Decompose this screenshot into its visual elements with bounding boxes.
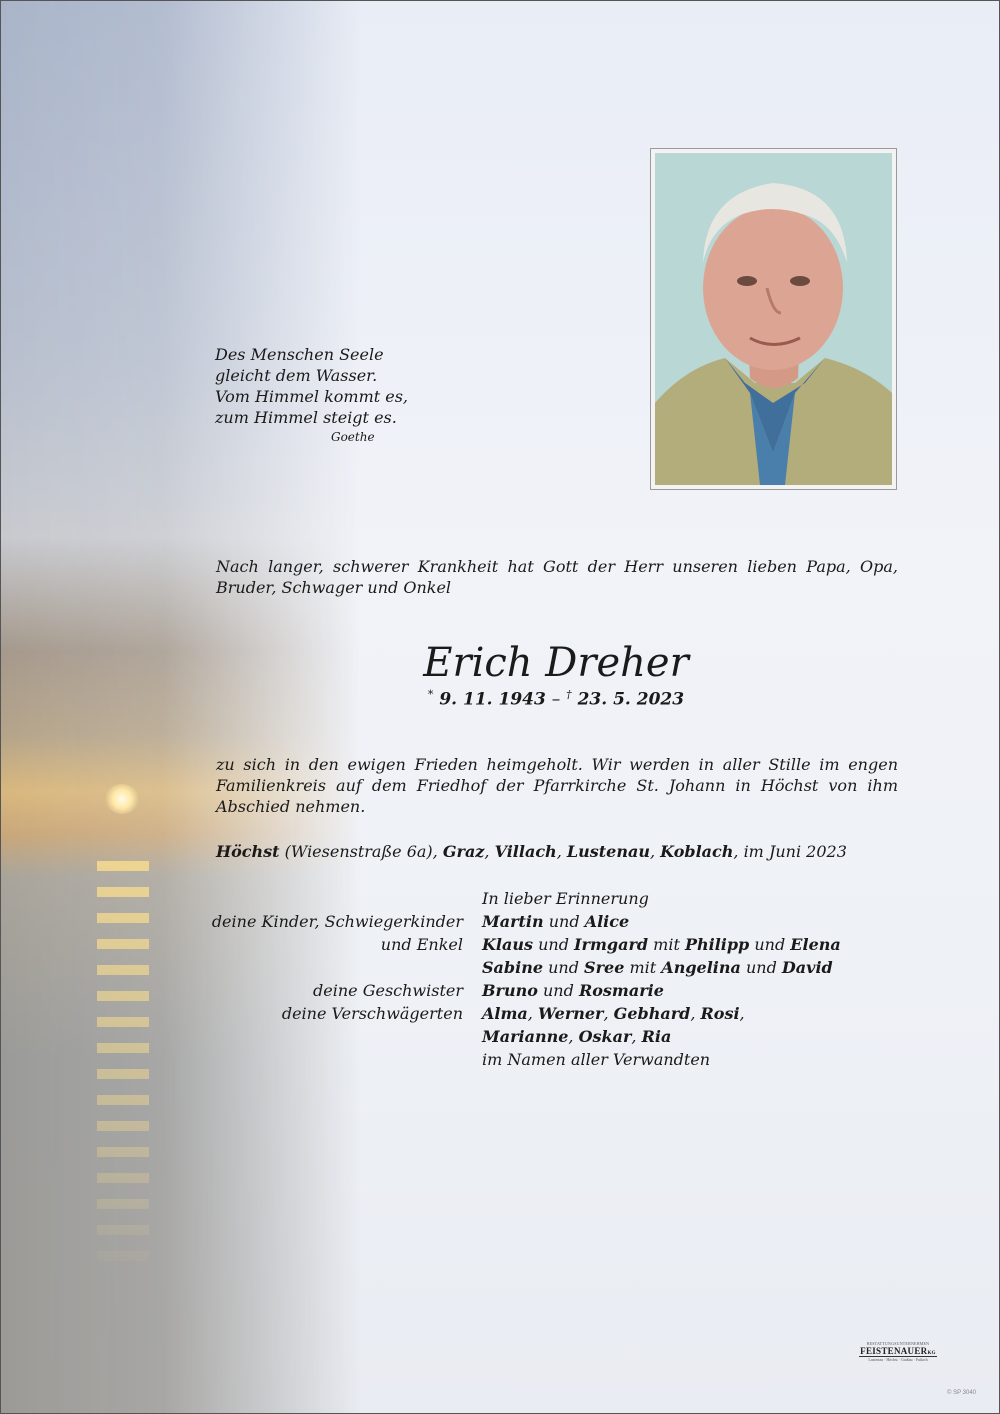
life-dates [1, 688, 1000, 710]
quote-line: Vom Himmel kommt es, [215, 387, 409, 406]
water-reflection [97, 861, 149, 1281]
mourner: Marianne [482, 1027, 569, 1046]
quote-line: gleicht dem Wasser. [215, 366, 378, 385]
mourner-names: Alma, Werner, Gebhard, Rosi, [482, 1004, 745, 1023]
relation-label: deine Kinder, Schwiegerkinder [211, 912, 463, 931]
portrait-frame [650, 148, 897, 490]
relation-label: deine Geschwister [313, 981, 463, 1000]
quote-line: Des Menschen Seele [215, 345, 384, 364]
closing-paragraph: zu sich in den ewigen Frieden heimgeholt. Wir werden in aller Stille im engen Familienkreis auf dem Friedhof der Pfarrkirche St. Johann in Höchst von ihm Abschied nehmen. [216, 755, 898, 816]
separator: , [484, 842, 490, 861]
relation-label: und Enkel [380, 935, 463, 954]
deceased-name: Erich Dreher [423, 640, 689, 686]
connector: und [542, 981, 574, 1000]
mourner: Werner [537, 1004, 604, 1023]
mourner: Martin [482, 912, 544, 931]
connector: und [754, 935, 786, 954]
place: Graz [442, 842, 485, 861]
death-symbol: † [566, 688, 572, 701]
mourner: Angelina [661, 958, 741, 977]
relation-label: deine Verschwägerten [281, 1004, 463, 1023]
connector: mit [653, 935, 680, 954]
connector: und [548, 958, 579, 977]
place: Lustenau [566, 842, 650, 861]
mourner: Rosi [700, 1004, 740, 1023]
mourners-header: In lieber Erinnerung [482, 889, 649, 908]
sun-glow [105, 784, 139, 814]
logo-name: FEISTENAUER [860, 1346, 928, 1356]
funeral-home-logo [859, 1341, 937, 1362]
connector: und [538, 935, 569, 954]
separator: , [556, 842, 562, 861]
mourner: Sabine [482, 958, 543, 977]
place-note: (Wiesenstraße 6a), [284, 842, 438, 861]
mourner-names: Marianne, Oskar, Ria [482, 1027, 672, 1046]
date-separator: – [551, 689, 561, 710]
place: Villach [494, 842, 557, 861]
logo-suffix: KG [927, 1351, 936, 1356]
connector: mit [629, 958, 657, 977]
mourner: Elena [790, 935, 841, 954]
portrait-illustration [655, 153, 892, 485]
goethe-quote [215, 344, 408, 428]
logo-wordmark [859, 1346, 937, 1357]
place: Höchst [216, 842, 280, 861]
logo-tagline: BESTATTUNGSUNTERNEHMEN [866, 1341, 930, 1346]
mourner-names [482, 979, 664, 1002]
mourner: Alice [584, 912, 630, 931]
mourner: Klaus [482, 935, 533, 954]
mourner: Bruno [482, 981, 538, 1000]
quote-author: Goethe [331, 430, 375, 444]
intro-paragraph: Nach langer, schwerer Krankheit hat Gott der Herr unseren lieben Papa, Opa, Bruder, Schwager und Onkel [216, 557, 898, 597]
mourner: Irmgard [574, 935, 649, 954]
place: Koblach [660, 842, 734, 861]
connector: und [745, 958, 777, 977]
mourner: Oskar [578, 1027, 632, 1046]
places-line [216, 842, 847, 861]
mourner-names [482, 933, 841, 956]
mourner: Rosmarie [578, 981, 664, 1000]
mourner: Philipp [684, 935, 750, 954]
mourner-names [482, 956, 833, 979]
death-date: 23. 5. 2023 [577, 689, 685, 710]
portrait-photo [655, 153, 892, 485]
mourner-names [482, 910, 629, 933]
date-text: , im Juni 2023 [733, 842, 847, 861]
mourner: David [781, 958, 833, 977]
mourner: Sree [584, 958, 625, 977]
mourner: Alma [482, 1004, 528, 1023]
connector: und [548, 912, 580, 931]
mourner: Gebhard [613, 1004, 691, 1023]
mourners-footer: im Namen aller Verwandten [482, 1050, 711, 1069]
separator: , [649, 842, 656, 861]
quote-line: zum Himmel steigt es. [215, 408, 397, 427]
birth-date: 9. 11. 1943 [439, 689, 546, 710]
copyright-note: © SP 3040 [947, 1390, 976, 1396]
mourner: Ria [641, 1027, 672, 1046]
logo-locations: Lustenau · Höchst · Gaißau · Fußach [868, 1357, 928, 1362]
birth-symbol: * [427, 688, 434, 701]
